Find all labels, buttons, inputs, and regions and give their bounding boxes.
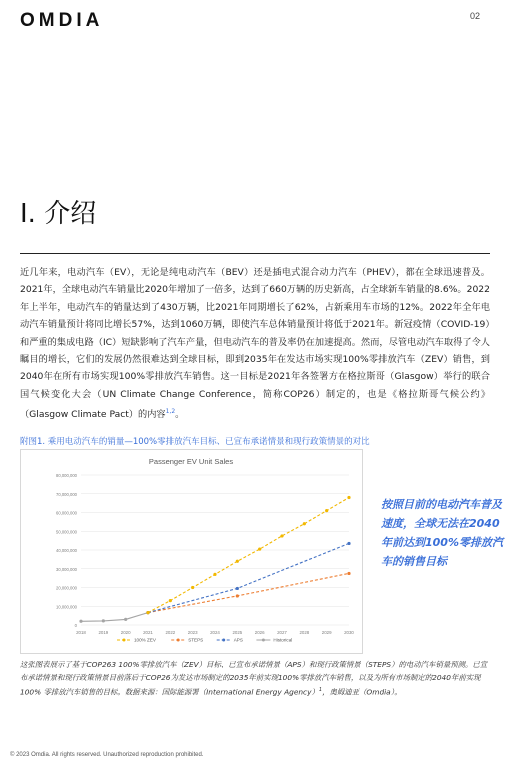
y-tick-label: 0	[74, 623, 77, 628]
series-line-aps	[148, 543, 349, 612]
data-point	[303, 522, 306, 525]
legend-label: Historical	[273, 637, 293, 643]
data-point	[79, 620, 82, 623]
y-tick-label: 20,000,000	[56, 585, 77, 591]
x-tick-label: 2021	[143, 630, 153, 635]
legend-marker	[123, 639, 126, 642]
caption-text: 这张图表展示了基于COP263 100%零排放汽车（ZEV）目标、已宣布承诺情景（APS）和现行政策情景（STEPS）的电动汽车销量预测。已宣布承诺情景和现行政策情景目前落后于COP26为发达市场制定的2035年前实现100%零排放汽车销售，以及为所有市场制定的2040年前实现100% 零排放汽车销售的目标。数据来源：国际能源署（International Energy Agency）	[20, 660, 488, 697]
figure-caption	[20, 658, 490, 698]
legend-marker	[177, 639, 180, 642]
chart-title: Passenger EV Unit Sales	[148, 457, 234, 466]
x-tick-label: 2018	[76, 630, 86, 635]
y-tick-label: 50,000,000	[56, 529, 77, 535]
data-point	[124, 618, 127, 621]
series-line-historical	[81, 613, 148, 622]
y-tick-label: 30,000,000	[56, 566, 77, 572]
data-point	[191, 586, 194, 589]
omdia-logo: OMDIA	[20, 10, 104, 31]
y-tick-label: 40,000,000	[56, 548, 77, 553]
chart-frame	[20, 449, 363, 654]
data-point	[280, 534, 283, 537]
y-tick-label: 80,000,000	[56, 473, 77, 478]
x-tick-label: 2023	[187, 630, 198, 635]
x-tick-label: 2022	[165, 630, 176, 635]
x-tick-label: 2027	[277, 630, 287, 635]
data-point	[347, 496, 350, 499]
data-point	[146, 611, 149, 614]
footnote-ref[interactable]: 1,2	[165, 408, 176, 416]
heading-divider	[20, 253, 490, 254]
legend-marker	[222, 639, 225, 642]
x-tick-label: 2024	[210, 630, 220, 635]
x-tick-label: 2019	[98, 630, 109, 635]
data-point	[347, 572, 350, 575]
caption-footnote-ref[interactable]: 1	[318, 687, 323, 693]
data-point	[347, 542, 350, 545]
x-tick-label: 2020	[120, 630, 131, 635]
x-tick-label: 2030	[344, 630, 354, 635]
data-point	[236, 560, 239, 563]
x-tick-label: 2025	[232, 630, 243, 635]
figure-callout: 按照目前的电动汽车普及速度，全球无法在2040年前达到100%零排放汽车的销售目标	[381, 498, 503, 568]
page-number: 02	[469, 11, 480, 21]
legend-label: APS	[233, 637, 243, 643]
figure-title: 附图1. 乘用电动汽车的销量—100%零排放汽车目标、已宣布承诺情景和现行政策情景的对比	[20, 437, 370, 447]
section-heading: I. 介绍	[20, 199, 97, 229]
y-tick-label: 60,000,000	[56, 510, 77, 516]
series-line-steps	[148, 573, 349, 612]
ev-sales-chart	[21, 450, 362, 653]
data-point	[169, 599, 172, 602]
y-tick-label: 70,000,000	[56, 491, 77, 497]
data-point	[236, 587, 239, 590]
caption-source: ，奥姆迪亚（Omdia）。	[322, 687, 402, 697]
legend-label: STEPS	[188, 637, 204, 643]
data-point	[258, 547, 261, 550]
x-tick-label: 2028	[299, 630, 310, 635]
data-point	[213, 573, 216, 576]
data-point	[102, 619, 105, 622]
copyright-footer: © 2023 Omdia. All rights reserved. Unauthorized reproduction prohibited.	[10, 752, 204, 758]
paragraph-end: 。	[175, 409, 185, 421]
legend-label: 100% ZEV	[134, 637, 156, 643]
paragraph-text: 近几年来，电动汽车（EV），无论是纯电动汽车（BEV）还是插电式混合动力汽车（PHEV），都在全球迅速普及。2021年，全球电动汽车销量比2020年增加了一倍多，达到了660万辆的历史新高，占全球新车销量的8.6%。2022年上半年，电动汽车的销量达到了430万辆，比2021年同期增长了62%，占新乘用车市场的12%。2022年全年电动汽车销量预计将同比增长57%，达到1060万辆，即使汽车总体销量预计将低于2021年。新冠疫情（COVID-19）和严重的集成电路（IC）短缺影响了汽车产量，但电动汽车的普及率仍在加速提高。然而，尽管电动汽车取得了令人瞩目的增长，它们的发展仍然很难达到全球目标，即到2035年在发达市场实现100%零排放汽车（ZEV）销售，到2040年在所有市场实现100%零排放汽车销售。这一目标是2021年各签署方在格拉斯哥（Glasgow）举行的联合国气候变化大会（UN Climate Change Conference，简称COP26）制定的，也是《格拉斯哥气候公约》（Glasgow Climate Pact）的内容	[20, 267, 491, 421]
intro-paragraph	[20, 264, 490, 424]
legend-marker	[262, 639, 265, 642]
x-tick-label: 2029	[321, 630, 332, 635]
data-point	[236, 594, 239, 597]
y-tick-label: 10,000,000	[56, 604, 77, 610]
data-point	[325, 509, 328, 512]
x-tick-label: 2026	[254, 630, 265, 635]
